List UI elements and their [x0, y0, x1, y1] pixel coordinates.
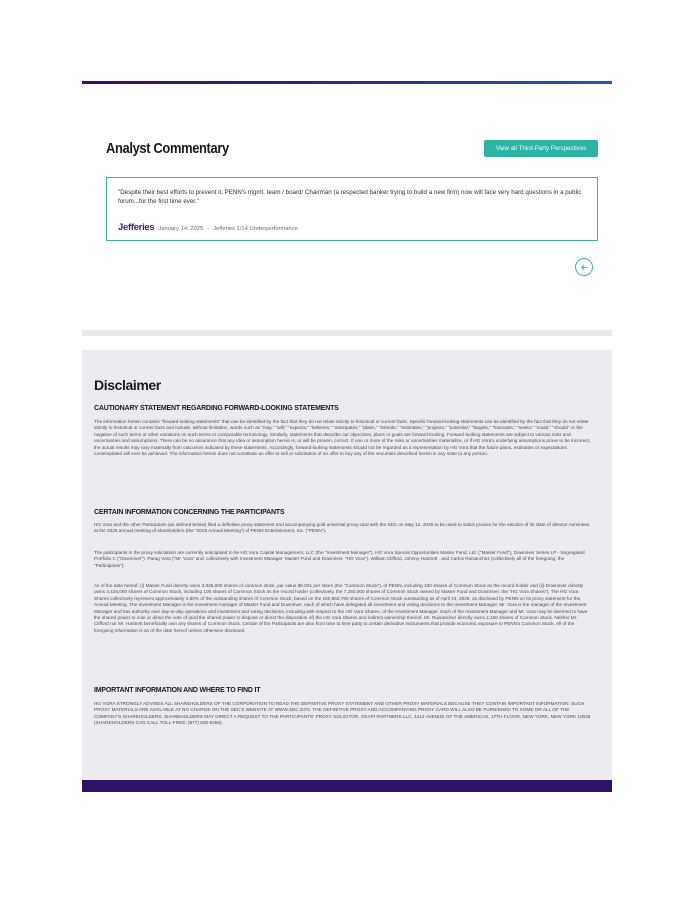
section-title: Analyst Commentary: [106, 140, 229, 157]
quote-source: Jefferies: [118, 222, 155, 233]
footer-bar: [82, 780, 612, 792]
disclaimer-title: Disclaimer: [94, 377, 161, 393]
important-information-heading: IMPORTANT INFORMATION AND WHERE TO FIND IT: [94, 687, 261, 694]
disclaimer-section: [82, 350, 612, 780]
participants-paragraph-2: The participants in the proxy solicitation are currently anticipated to be HG Vora Capital Management, LLC (the "Investment Manager"), HG Vora Special Opportunities Master Fund, Ltd. ("Master Fund"), Downriver Series LP - Segregated Portfolio C ("Downriver"), Parag Vora ("Mr. Vora" and, collectively with Investment Manager, Master Fund and Downriver, "HG Vora"), William Clifford, Johnny Hartnett , and Carlos Ruisanchez (collectively all of the foregoing, the "Participants").: [94, 550, 585, 568]
quote-separator: -: [207, 226, 210, 232]
view-all-perspectives-button[interactable]: View all Third-Party Perspectives: [484, 140, 598, 157]
participants-paragraph-3: As of the date hereof, (i) Master Fund directly owns 3,825,000 shares of common stock, par value $0.001 per share (the "Common Stock"), of PENN, including 100 shares of Common Stock as the record holder and (ii) Downriver directly owns 3,425,000 shares of Common Stock, including 100 shares of Common Stock as the record holder (collectively, the 7,250,000 shares of Common Stock owned by Master Fund and Downriver, the "HG Vora Shares"). The HG Vora Shares collectively represent approximately 4.80% of the outstanding shares of Common Stock, based on the 150,852,769 shares of Common Stock outstanding as of April 24, 2025, as disclosed by PENN on its proxy statement for the Annual Meeting. The Investment Manager is the investment manager of Master Fund and Downriver, each of which have delegated all investment and voting decisions to the Investment Manager. Mr. Vora is the manager of the Investment Manager and has authority over day-to-day operations and investment and voting decisions, including with respect to the HG Vora Shares, of the Investment Manager. Each of the Investment Manager and Mr. Vora may be deemed to have the shared power to vote or direct the vote of (and the shared power to dispose or direct the disposition of) the HG Vora Shares and indirect ownership thereof. Mr. Ruisanchez directly owns 2,150 shares of Common Stock. Neither Mr. Clifford nor Mr. Hartnett beneficially own any shares of Common Stock. Certain of the Participants are also from time to time party to certain derivative instruments that provide economic exposure to PENN's Common Stock. All of the foregoing information is as of the date hereof unless otherwise disclosed.: [94, 583, 588, 633]
previous-quote-button[interactable]: [575, 258, 593, 276]
quote-card: [106, 177, 598, 241]
quote-meta: [118, 222, 298, 233]
quote-date: January 14, 2025: [158, 226, 204, 232]
arrow-left-icon: [580, 263, 589, 272]
quote-rating: Jefferies 1/14 Underperformance: [213, 226, 298, 232]
forward-looking-paragraph: The information herein contains "forward-looking statements" that can be identified by the fact that they do not relate strictly to historical or current facts. Specific forward-looking statements can be identified by the fact that they do not relate strictly to historical or current facts and include, without limitation, words such as "may," "will," "expects," "believes," "anticipates," "plans," "intends," "estimates," "projects," "potential," "targets," "forecasts," "seeks," "could," "should" or the negative of such terms or other variations on such terms or comparable terminology. Similarly, statements that describe our objectives, plans or goals are forward-looking. Forward-looking statements are subject to various risks and uncertainties and assumptions. There can be no assurance that any idea or assumption herein is, or will be proven, correct. If one or more of the risks or uncertainties materialize, or if HG Vora's underlying assumptions prove to be incorrect, the actual results may vary materially from outcomes indicated by these statements. Accordingly, forward-looking statements should not be regarded as a representation by HG Vora that the future plans, estimates or expectations contemplated will ever be achieved. The information herein does not constitute an offer to sell or solicitation of an offer to buy any of the securities described herein in any state to any person.: [94, 419, 591, 457]
participants-heading: CERTAIN INFORMATION CONCERNING THE PARTICIPANTS: [94, 509, 285, 516]
forward-looking-heading: CAUTIONARY STATEMENT REGARDING FORWARD-LOOKING STATEMENTS: [94, 405, 339, 412]
analyst-header: [106, 140, 598, 160]
section-divider: [82, 330, 612, 336]
important-information-paragraph: HG VORA STRONGLY ADVISES ALL SHAREHOLDERS OF THE CORPORATION TO READ THE DEFINITIVE PROXY STATEMENT AND OTHER PROXY MATERIALS BECAUSE THEY CONTAIN IMPORTANT INFORMATION. SUCH PROXY MATERIALS ARE AVAILABLE AT NO CHARGE ON THE SEC'S WEBSITE AT WWW.SEC.GOV. THE DEFINITIVE PROXY AND ACCOMPANYING PROXY CARD WILL ALSO BE FURNISHED TO SOME OR ALL OF THE COMPANY'S SHAREHOLDERS. SHAREHOLDERS MAY DIRECT A REQUEST TO THE PARTICIPANTS' PROXY SOLICITOR, OKAPI PARTNERS LLC, 1212 AVENUE OF THE AMERICAS, 17TH FLOOR, NEW YORK, NEW YORK 10036 (SHAREHOLDERS CAN CALL TOLL-FREE: (877) 629-6356).: [94, 701, 591, 726]
top-divider: [82, 81, 612, 84]
participants-paragraph-1: HG Vora and the other Participants (as defined below) filed a definitive proxy statement and accompanying gold universal proxy card with the SEC on May 12, 2025 to be used to solicit proxies for the election of its slate of director nominees at the 2025 annual meeting of shareholders (the "2025 Annual Meeting") of PENN Entertainment, Inc. ("PENN").: [94, 522, 590, 534]
quote-text: "Despite their best efforts to prevent it, PENN's mgmt. team / board/ Chairman (a respected banker trying to build a new firm) now will face very hard questions in a public forum...for the first time ever.": [118, 189, 582, 205]
